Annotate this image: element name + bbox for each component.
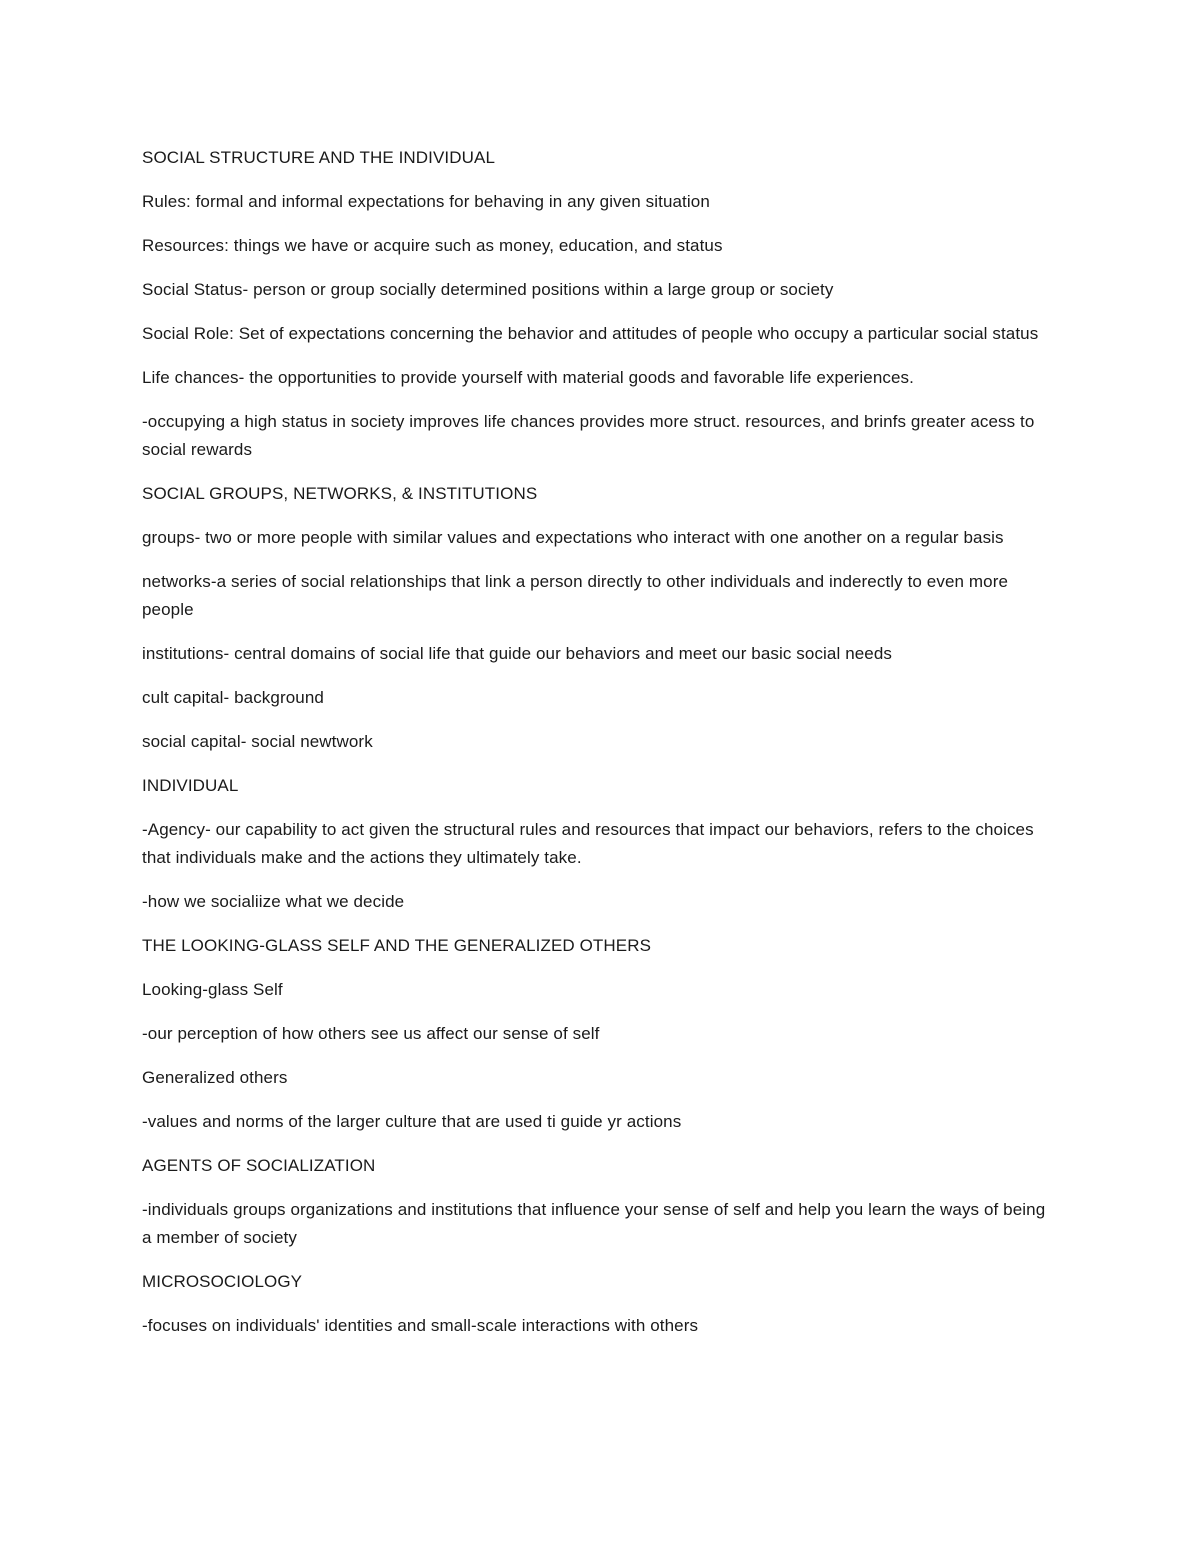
heading-looking-glass: THE LOOKING-GLASS SELF AND THE GENERALIZED OTHERS xyxy=(142,936,652,955)
note-high-status: -occupying a high status in society improves life chances provides more struct. resources, and brinfs greater acess to social rewards xyxy=(142,412,1035,459)
heading-agents-of-socialization: AGENTS OF SOCIALIZATION xyxy=(142,1156,376,1175)
heading-microsociology: MICROSOCIOLOGY xyxy=(142,1272,303,1291)
definition-resources: Resources: things we have or acquire such as money, education, and status xyxy=(142,236,723,255)
definition-life-chances: Life chances- the opportunities to provide yourself with material goods and favorable life experiences. xyxy=(142,368,914,387)
definition-institutions: institutions- central domains of social life that guide our behaviors and meet our basic social needs xyxy=(142,644,893,663)
definition-generalized-others: -values and norms of the larger culture that are used ti guide yr actions xyxy=(142,1112,682,1131)
definition-groups: groups- two or more people with similar values and expectations who interact with one another on a regular basis xyxy=(142,528,1004,547)
term-looking-glass-self: Looking-glass Self xyxy=(142,980,283,999)
definition-networks: networks-a series of social relationships that link a person directly to other individuals and inderectly to even more people xyxy=(142,572,1009,619)
definition-cult-capital: cult capital- background xyxy=(142,688,324,707)
definition-social-capital: social capital- social newtwork xyxy=(142,732,373,751)
definition-microsociology: -focuses on individuals' identities and small-scale interactions with others xyxy=(142,1316,699,1335)
term-generalized-others: Generalized others xyxy=(142,1068,288,1087)
definition-agents: -individuals groups organizations and institutions that influence your sense of self and help you learn the ways of being a member of society xyxy=(142,1200,1046,1247)
document-body xyxy=(142,144,1058,1356)
note-socialize: -how we socialiize what we decide xyxy=(142,892,405,911)
definition-rules: Rules: formal and informal expectations for behaving in any given situation xyxy=(142,192,710,211)
heading-social-structure: SOCIAL STRUCTURE AND THE INDIVIDUAL xyxy=(142,148,496,167)
definition-social-status: Social Status- person or group socially determined positions within a large group or society xyxy=(142,280,834,299)
definition-agency: -Agency- our capability to act given the structural rules and resources that impact our behaviors, refers to the choices that individuals make and the actions they ultimately take. xyxy=(142,820,1034,867)
heading-social-groups: SOCIAL GROUPS, NETWORKS, & INSTITUTIONS xyxy=(142,484,538,503)
definition-looking-glass-self: -our perception of how others see us affect our sense of self xyxy=(142,1024,600,1043)
definition-social-role: Social Role: Set of expectations concerning the behavior and attitudes of people who occupy a particular social status xyxy=(142,324,1039,343)
heading-individual: INDIVIDUAL xyxy=(142,776,239,795)
